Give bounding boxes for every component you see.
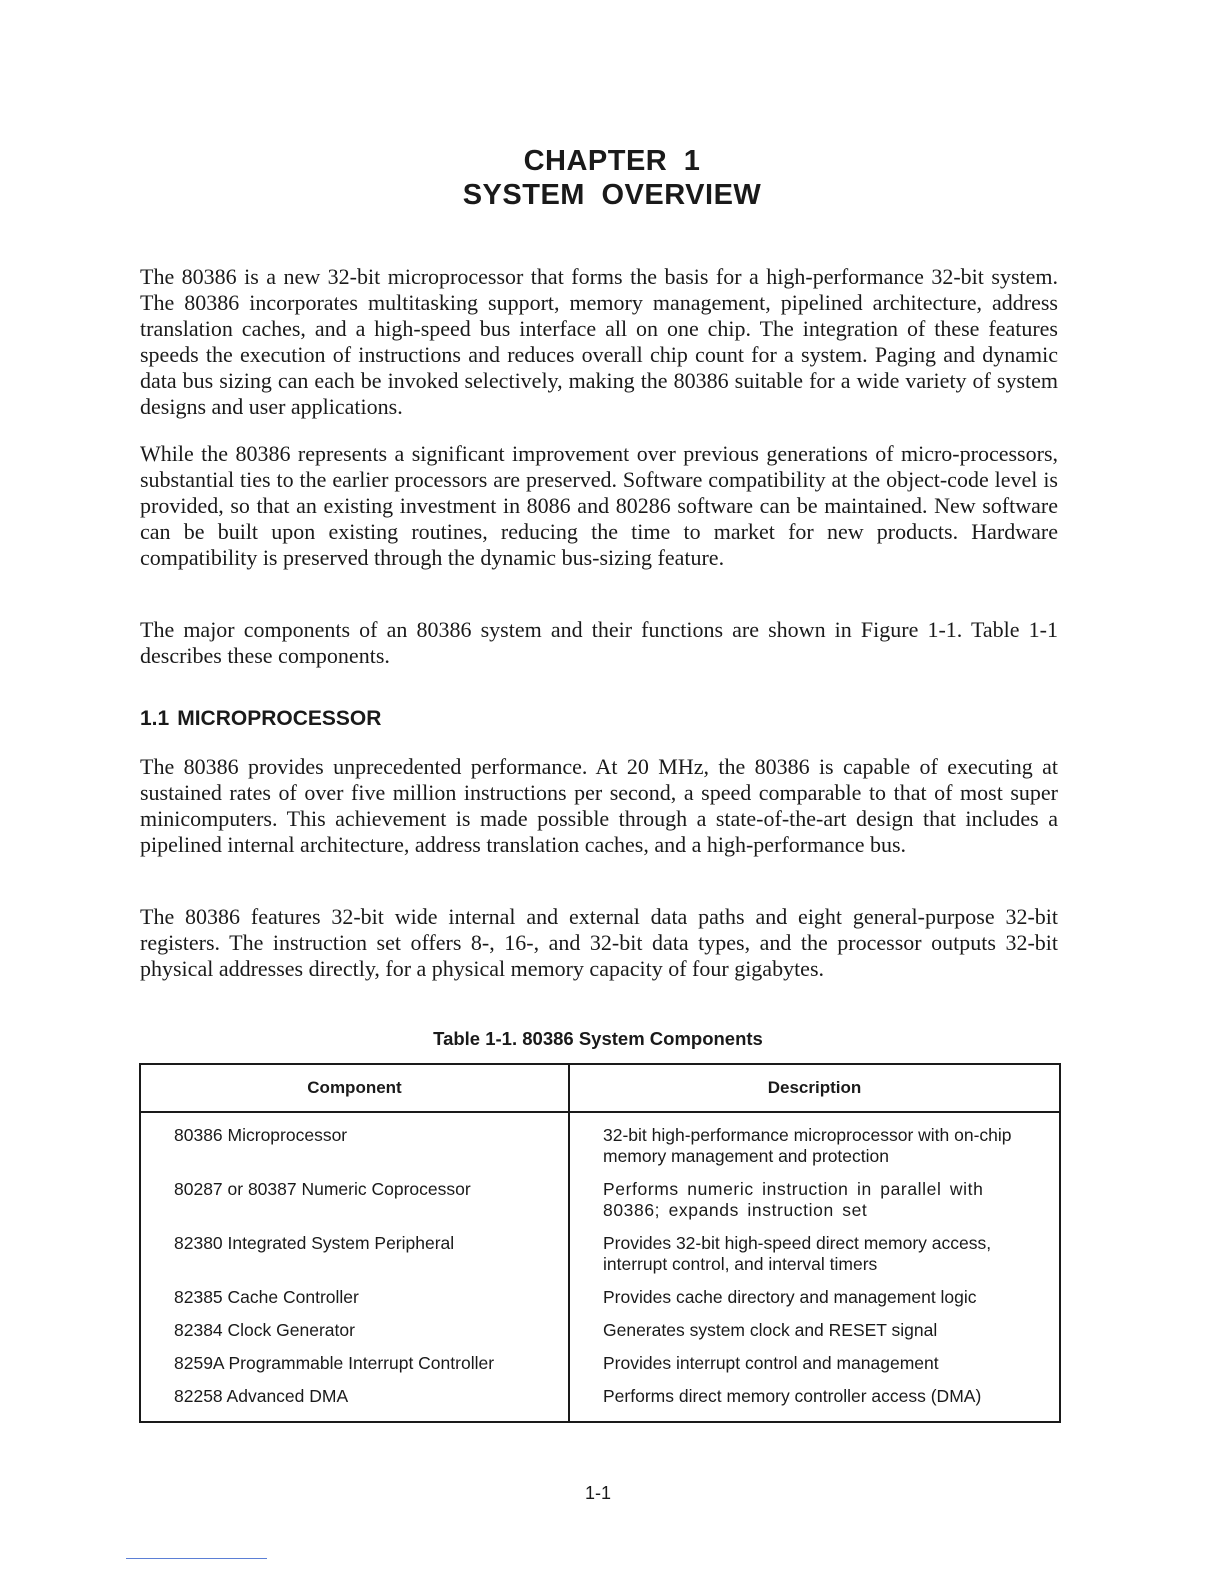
description-cell: Generates system clock and RESET signal	[603, 1320, 938, 1340]
component-cell: 80386 Microprocessor	[174, 1125, 348, 1145]
page-number: 1-1	[584, 1483, 611, 1503]
component-cell: 82384 Clock Generator	[174, 1320, 355, 1340]
table-body	[141, 1125, 1059, 1419]
description-cell: Performs direct memory controller access (DMA)	[603, 1386, 982, 1406]
intro-paragraph: The 80386 is a new 32-bit microprocessor that forms the basis for a high-performance 32-bit system. The 80386 incorporates multitasking support, memory management, pipelined architecture, address translation caches, and a high-speed bus interface all on one chip. The integration of these features speeds the execution of instructions and reduces overall chip count for a system. Paging and dynamic data bus sizing can each be invoked selectively, making the 80386 suitable for a wide variety of system designs and user applications.	[140, 264, 1058, 419]
header-rule	[141, 1111, 1059, 1113]
table-row	[141, 1125, 1059, 1179]
table-row	[141, 1353, 1059, 1386]
component-cell: 82258 Advanced DMA	[174, 1386, 349, 1406]
section-number: 1.1	[140, 707, 170, 730]
description-cell: Performs numeric instruction in parallel with 80386; expands instruction set	[603, 1179, 984, 1220]
section-paragraph: The 80386 provides unprecedented performance. At 20 MHz, the 80386 is capable of executing at sustained rates of over five million instructions per second, a speed comparable to that of most super minicomputers. This achievement is made possible through a state-of-the-art design that includes a pipelined internal architecture, address translation caches, and a high-performance bus.	[140, 754, 1058, 857]
table-row	[141, 1287, 1059, 1320]
chapter-number: CHAPTER 1	[523, 145, 701, 177]
intro-paragraph: While the 80386 represents a significant improvement over previous generations of micro-processors, substantial ties to the earlier processors are preserved. Software compatibility at the object-code level is provided, so that an existing investment in 8086 and 80286 software can be maintained. New software can be built upon existing routines, reducing the time to market for new products. Hardware compatibility is preserved through the dynamic bus-sizing feature.	[140, 441, 1058, 570]
table-row	[141, 1386, 1059, 1419]
section-title: MICROPROCESSOR	[177, 707, 382, 730]
component-cell: 8259A Programmable Interrupt Controller	[174, 1353, 495, 1373]
footer-rule	[126, 1558, 267, 1559]
section-heading	[140, 706, 381, 732]
section-paragraph: The 80386 features 32-bit wide internal and external data paths and eight general-purpose 32-bit registers. The instruction set offers 8-, 16-, and 32-bit data types, and the processor outputs 32-bit physical addresses directly, for a physical memory capacity of four gigabytes.	[140, 904, 1058, 981]
component-cell: 80287 or 80387 Numeric Coprocessor	[174, 1179, 471, 1199]
chapter-title: SYSTEM OVERVIEW	[462, 179, 762, 211]
table-row	[141, 1233, 1059, 1287]
table-row	[141, 1179, 1059, 1233]
description-cell: Provides interrupt control and management	[603, 1353, 939, 1373]
table-row	[141, 1320, 1059, 1353]
description-cell: Provides 32-bit high-speed direct memory access, interrupt control, and interval timers	[603, 1233, 992, 1274]
component-cell: 82380 Integrated System Peripheral	[174, 1233, 455, 1253]
intro-paragraph: The major components of an 80386 system and their functions are shown in Figure 1-1. Table 1-1 describes these components.	[140, 617, 1058, 668]
column-header-description: Description	[767, 1078, 862, 1097]
table-caption: Table 1-1. 80386 System Components	[433, 1028, 763, 1049]
description-cell: 32-bit high-performance microprocessor with on-chip memory management and protection	[603, 1125, 1012, 1166]
component-cell: 82385 Cache Controller	[174, 1287, 359, 1307]
description-cell: Provides cache directory and management logic	[603, 1287, 977, 1307]
components-table	[139, 1063, 1061, 1423]
column-header-component: Component	[307, 1078, 402, 1097]
